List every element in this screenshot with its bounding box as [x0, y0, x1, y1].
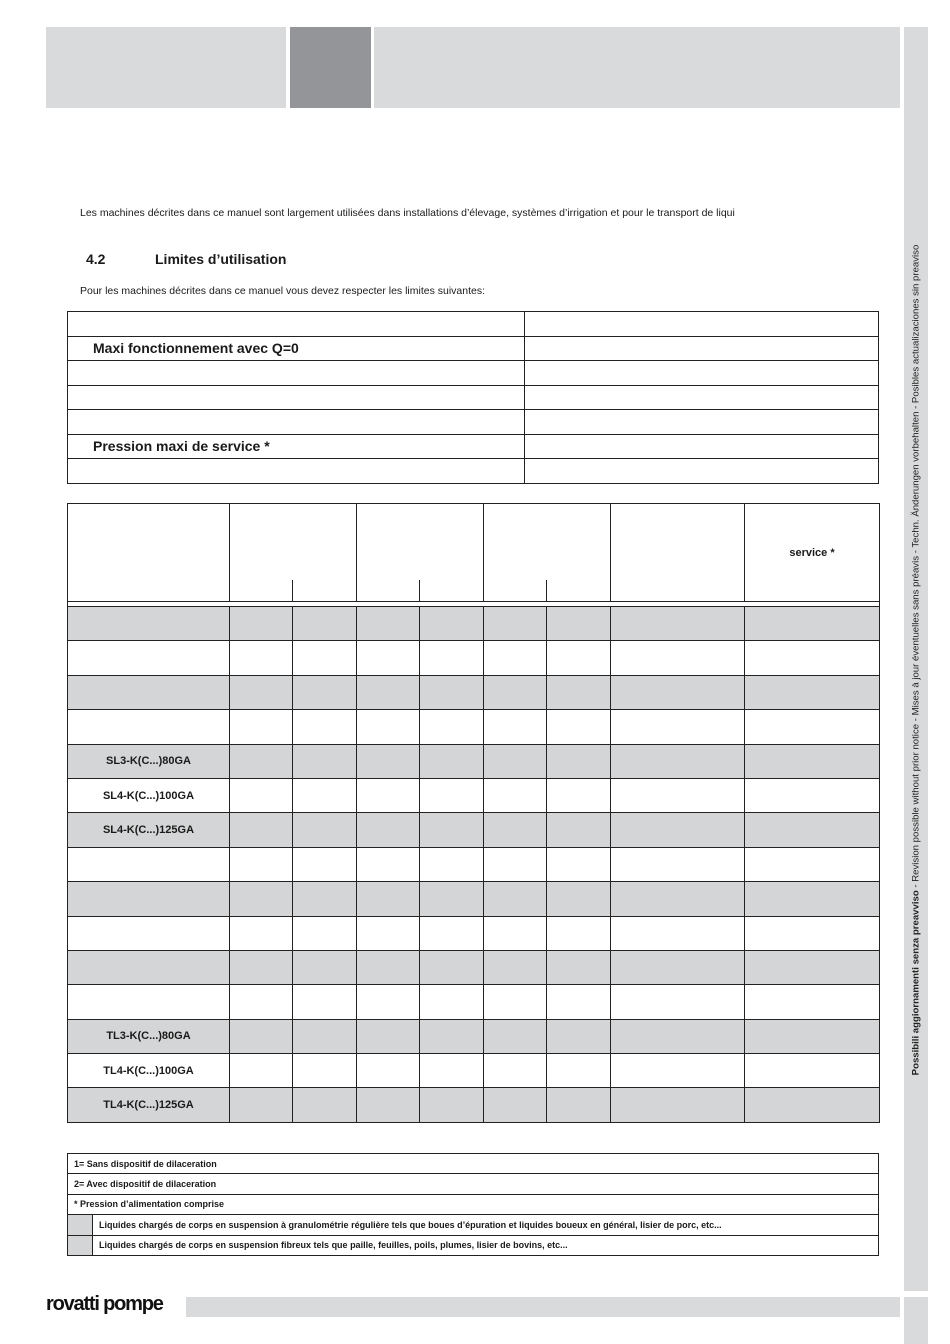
model-cell: [293, 641, 357, 675]
model-row: [68, 744, 880, 778]
model-cell: [547, 744, 611, 778]
model-row: [68, 778, 880, 812]
header-cell-group: [484, 504, 611, 580]
model-cell: [547, 1054, 611, 1088]
model-cell: [293, 882, 357, 916]
model-cell: [484, 882, 547, 916]
model-cell: [745, 882, 880, 916]
model-cell: [745, 1088, 880, 1122]
model-cell: [547, 675, 611, 709]
header-cell: [611, 504, 745, 602]
model-cell: [611, 1054, 745, 1088]
model-cell: [357, 847, 420, 881]
model-cell: [420, 847, 484, 881]
model-cell: [357, 710, 420, 744]
model-cell: [420, 1019, 484, 1053]
model-row: [68, 675, 880, 709]
model-row: [68, 1019, 880, 1053]
model-cell: [420, 1054, 484, 1088]
model-cell: [230, 813, 293, 847]
model-cell: [420, 916, 484, 950]
model-cell: [611, 950, 745, 984]
model-cell: [745, 778, 880, 812]
model-cell: [547, 847, 611, 881]
model-cell: [611, 1019, 745, 1053]
model-cell: [420, 710, 484, 744]
model-cell: [420, 1088, 484, 1122]
model-cell: [745, 916, 880, 950]
header-cell-model: [68, 504, 230, 602]
limits-table: [67, 311, 879, 484]
model-cell: [547, 1088, 611, 1122]
model-cell: [357, 607, 420, 641]
model-name: SL3-K(C...)80GA: [68, 744, 230, 778]
legend-row: * Pression d’alimentation comprise: [68, 1194, 879, 1214]
model-cell: [547, 607, 611, 641]
model-cell: [357, 641, 420, 675]
model-cell: [357, 950, 420, 984]
model-row: [68, 813, 880, 847]
header-subcell: [547, 580, 611, 602]
model-name: SL4-K(C...)100GA: [68, 778, 230, 812]
section-title: Limites d’utilisation: [155, 251, 287, 267]
model-cell: [745, 744, 880, 778]
model-cell: [293, 1019, 357, 1053]
model-cell: [611, 813, 745, 847]
model-cell: [547, 641, 611, 675]
model-name: [68, 847, 230, 881]
model-cell: [293, 916, 357, 950]
model-cell: [293, 607, 357, 641]
header-block-left: [46, 27, 286, 108]
model-cell: [230, 950, 293, 984]
model-cell: [420, 675, 484, 709]
model-cell: [611, 916, 745, 950]
model-cell: [420, 950, 484, 984]
model-cell: [547, 916, 611, 950]
model-cell: [230, 778, 293, 812]
header-cell-service: service *: [745, 504, 880, 602]
model-cell: [484, 675, 547, 709]
legend-table: [67, 1153, 879, 1256]
model-cell: [293, 813, 357, 847]
model-name: [68, 950, 230, 984]
model-cell: [745, 985, 880, 1019]
model-cell: [484, 916, 547, 950]
header-subcell: [420, 580, 484, 602]
model-cell: [230, 641, 293, 675]
model-cell: [230, 1054, 293, 1088]
model-cell: [293, 1054, 357, 1088]
legend-row: 2= Avec dispositif de dilaceration: [68, 1174, 879, 1194]
model-row: [68, 882, 880, 916]
intro-paragraph: Les machines décrites dans ce manuel sont largement utilisées dans installations d’élevage, systèmes d’irrigation et pour le transport de liqui: [80, 207, 735, 219]
model-cell: [484, 710, 547, 744]
model-cell: [484, 1019, 547, 1053]
model-cell: [745, 847, 880, 881]
legend-row: 1= Sans dispositif de dilaceration: [68, 1154, 879, 1174]
model-cell: [611, 641, 745, 675]
header-subcell: [230, 580, 293, 602]
sidebar-strip-bottom: [904, 1297, 928, 1344]
model-cell: [293, 675, 357, 709]
model-cell: [484, 1088, 547, 1122]
model-cell: [547, 778, 611, 812]
model-row: [68, 641, 880, 675]
model-cell: [293, 744, 357, 778]
model-cell: [484, 847, 547, 881]
model-row: [68, 985, 880, 1019]
model-cell: [611, 882, 745, 916]
model-row: [68, 607, 880, 641]
model-name: TL4-K(C...)100GA: [68, 1054, 230, 1088]
revision-notice: Possibili aggiornamenti senza preavviso - Revision possible without prior notice - Mises à jour éventuelles sans préavis - Techn. Änderungen vorbehalten - Posibles actualizaciones sin preaviso: [910, 244, 922, 1076]
legend-row: Liquides chargés de corps en suspension fibreux tels que paille, feuilles, poils, plumes, lisier de bovins, etc...: [68, 1235, 879, 1255]
model-cell: [745, 1054, 880, 1088]
model-cell: [230, 916, 293, 950]
model-name: [68, 882, 230, 916]
model-cell: [357, 1088, 420, 1122]
model-cell: [745, 950, 880, 984]
model-row: [68, 710, 880, 744]
model-cell: [293, 710, 357, 744]
model-cell: [484, 744, 547, 778]
model-cell: [611, 847, 745, 881]
limits-row: Maxi fonctionnement avec Q=0: [68, 336, 879, 361]
model-cell: [230, 985, 293, 1019]
model-cell: [230, 710, 293, 744]
model-name: SL4-K(C...)125GA: [68, 813, 230, 847]
model-row: [68, 916, 880, 950]
model-cell: [611, 710, 745, 744]
model-cell: [357, 985, 420, 1019]
model-cell: [484, 641, 547, 675]
model-cell: [420, 985, 484, 1019]
model-cell: [547, 813, 611, 847]
model-cell: [611, 1088, 745, 1122]
model-row: [68, 1088, 880, 1122]
header-block-right: [374, 27, 900, 108]
model-cell: [745, 1019, 880, 1053]
model-cell: [357, 744, 420, 778]
model-cell: [230, 675, 293, 709]
model-cell: [293, 847, 357, 881]
brand-logo: rovatti pompe: [46, 1293, 163, 1315]
model-cell: [357, 813, 420, 847]
model-name: TL4-K(C...)125GA: [68, 1088, 230, 1122]
model-cell: [547, 710, 611, 744]
model-cell: [357, 778, 420, 812]
model-cell: [293, 985, 357, 1019]
legend-row: Liquides chargés de corps en suspension à granulométrie régulière tels que boues d’épuration et liquides boueux en général, lisier de porc, etc...: [68, 1215, 879, 1235]
header-subcell: [484, 580, 547, 602]
model-cell: [484, 985, 547, 1019]
model-cell: [230, 1088, 293, 1122]
model-name: [68, 916, 230, 950]
model-cell: [547, 985, 611, 1019]
header-subcell: [357, 580, 420, 602]
limits-intro: Pour les machines décrites dans ce manuel vous devez respecter les limites suivantes:: [80, 285, 486, 297]
footer-bar: [186, 1297, 900, 1317]
model-cell: [547, 1019, 611, 1053]
model-cell: [547, 882, 611, 916]
model-name: [68, 607, 230, 641]
model-cell: [420, 744, 484, 778]
model-cell: [357, 1019, 420, 1053]
limits-row: [68, 459, 879, 484]
model-cell: [420, 607, 484, 641]
model-name: [68, 710, 230, 744]
limits-row: Pression maxi de service *: [68, 434, 879, 459]
models-table: [67, 503, 880, 1123]
model-name: [68, 641, 230, 675]
header-cell-group: [357, 504, 484, 580]
model-cell: [420, 778, 484, 812]
model-row: [68, 950, 880, 984]
model-cell: [745, 710, 880, 744]
model-name: [68, 985, 230, 1019]
model-cell: [484, 778, 547, 812]
limits-row: [68, 410, 879, 435]
limits-row: [68, 385, 879, 410]
header-block-accent: [290, 27, 371, 108]
model-cell: [745, 641, 880, 675]
model-cell: [230, 607, 293, 641]
model-cell: [357, 1054, 420, 1088]
header-cell-group: [230, 504, 357, 580]
model-cell: [547, 950, 611, 984]
model-cell: [611, 675, 745, 709]
model-row: [68, 1054, 880, 1088]
model-cell: [230, 847, 293, 881]
model-cell: [357, 882, 420, 916]
model-cell: [611, 607, 745, 641]
model-cell: [230, 882, 293, 916]
model-cell: [745, 675, 880, 709]
model-name: [68, 675, 230, 709]
model-cell: [484, 607, 547, 641]
model-cell: [230, 1019, 293, 1053]
legend-swatch: [68, 1235, 93, 1255]
model-row: [68, 847, 880, 881]
model-cell: [611, 985, 745, 1019]
limits-row: [68, 361, 879, 386]
model-cell: [293, 950, 357, 984]
model-cell: [293, 778, 357, 812]
model-name: TL3-K(C...)80GA: [68, 1019, 230, 1053]
model-cell: [611, 778, 745, 812]
legend-swatch: [68, 1215, 93, 1235]
model-cell: [420, 882, 484, 916]
model-cell: [484, 950, 547, 984]
limits-row: [68, 312, 879, 337]
model-cell: [357, 675, 420, 709]
model-cell: [484, 1054, 547, 1088]
model-cell: [745, 813, 880, 847]
model-cell: [357, 916, 420, 950]
model-cell: [745, 607, 880, 641]
model-cell: [420, 641, 484, 675]
model-cell: [484, 813, 547, 847]
model-cell: [230, 744, 293, 778]
model-cell: [420, 813, 484, 847]
model-cell: [611, 744, 745, 778]
section-number: 4.2: [86, 251, 106, 267]
model-cell: [293, 1088, 357, 1122]
header-subcell: [293, 580, 357, 602]
